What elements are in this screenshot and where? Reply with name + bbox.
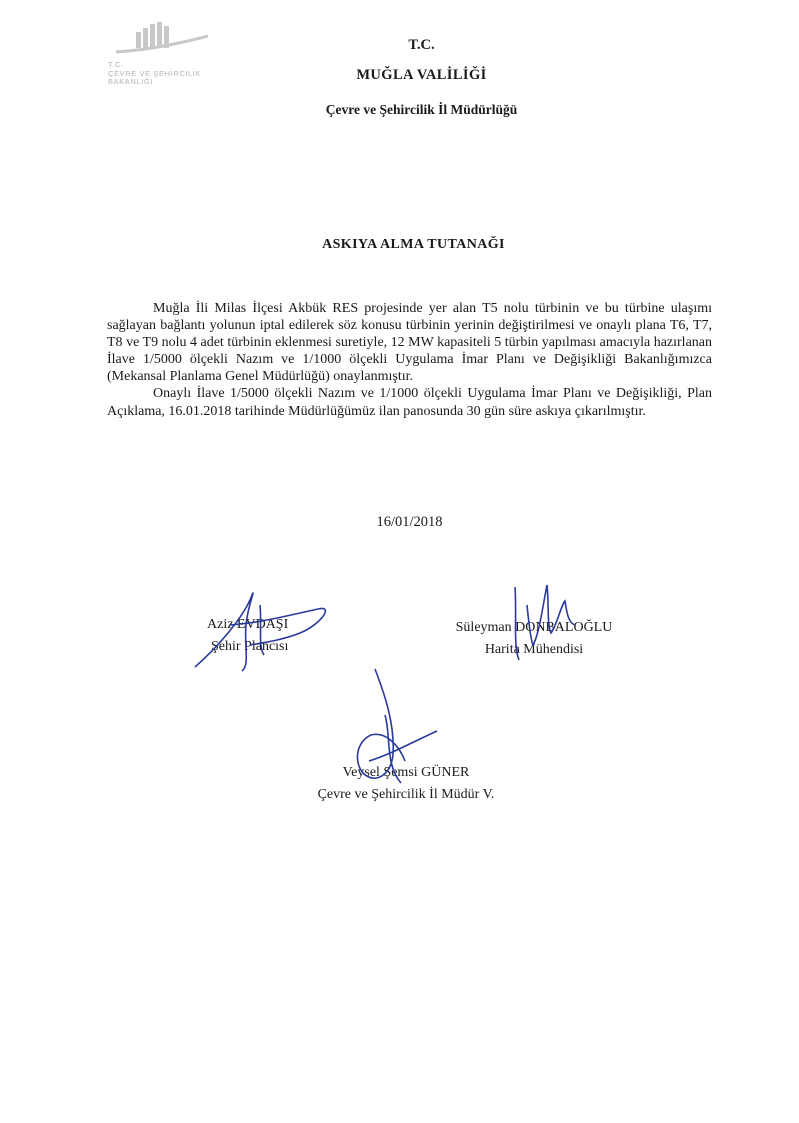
document-date: 16/01/2018 bbox=[376, 514, 443, 530]
signatory-name: Veysel Şemsi GÜNER bbox=[342, 765, 470, 780]
signature-surveyor bbox=[505, 575, 585, 665]
signature-planner bbox=[190, 585, 340, 675]
logo-line-ministry: ÇEVRE VE ŞEHİRCİLİK bbox=[108, 68, 202, 78]
header-directorate: Çevre ve Şehircilik İl Müdürlüğü bbox=[325, 102, 518, 117]
signature-director bbox=[345, 665, 445, 795]
body-paragraph-2: Onaylı İlave 1/5000 ölçekli Nazım ve 1/1000 ölçekli Uygulama İmar Planı ve Değişikliği, Plan Açıklama, 16.01.2018 tarihinde Müdürlüğümüz ilan panosunda 30 gün süre askıya çıkarılmıştır. bbox=[107, 386, 712, 419]
logo-line-bakanlik: BAKANLIĞI bbox=[108, 77, 153, 86]
header-governorship: MUĞLA VALİLİĞİ bbox=[356, 67, 487, 83]
logo-line-tc: T.C. bbox=[108, 60, 124, 69]
signatory-name: Süleyman DONBALOĞLU bbox=[455, 620, 613, 635]
header-tc: T.C. bbox=[408, 37, 435, 53]
signatory-title: Şehir Plancısı bbox=[211, 639, 289, 654]
signatory-title: Harita Mühendisi bbox=[484, 642, 584, 657]
body-paragraph-1: Muğla İli Milas İlçesi Akbük RES projesinde yer alan T5 nolu türbinin ve bu türbine ulaşımı sağlayan bağlantı yolunun iptal edilerek söz konusu türbinin yerinin değiştirilmesi ve onaylı plana T6, T7, T8 ve T9 nolu 4 adet türbinin eklenmesi suretiyle, 12 MW kapasiteli 5 türbin yapılması amacıyla hazırlanan İlave 1/5000 ölçekli Nazım ve 1/1000 ölçekli Uygulama İmar Planı ve Değişikliği Bakanlığımızca (Mekansal Planlama Genel Müdürlüğü) onaylanmıştır. bbox=[107, 301, 712, 385]
signatory-title: Çevre ve Şehircilik İl Müdür V. bbox=[317, 787, 495, 802]
signatory-name: Aziz EVDAŞI bbox=[207, 617, 289, 632]
document-title: ASKIYA ALMA TUTANAĞI bbox=[322, 237, 505, 252]
document-body bbox=[107, 300, 712, 420]
